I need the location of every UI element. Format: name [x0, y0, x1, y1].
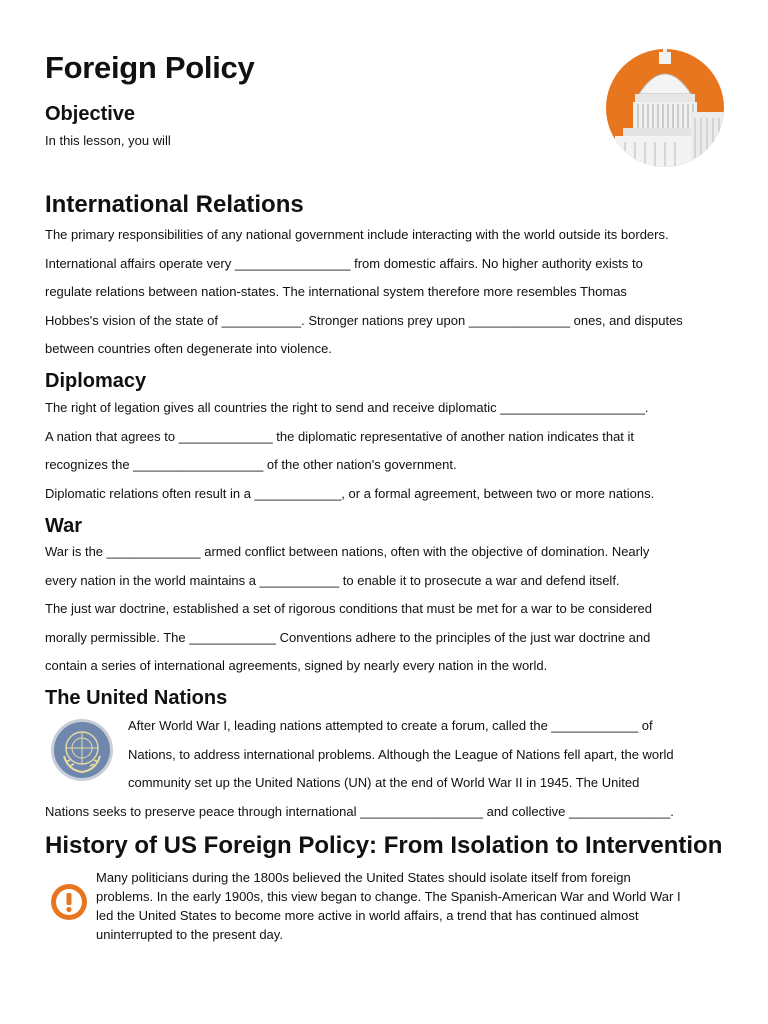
- text-line: every nation in the world maintains a ___________ to enable it to prosecute a war and defend itself.: [45, 572, 620, 588]
- text-line: Diplomatic relations often result in a ____________, or a formal agreement, between two or more nations.: [45, 485, 655, 501]
- text-line: A nation that agrees to _____________ the diplomatic representative of another nation indicates that it: [45, 428, 635, 444]
- section-heading-international-relations: International Relations: [45, 191, 304, 218]
- capitol-dome-icon: [605, 48, 725, 168]
- text-line: community set up the United Nations (UN) at the end of World War II in 1945. The United: [128, 775, 640, 790]
- text-line: recognizes the __________________ of the other nation's government.: [45, 457, 457, 472]
- section-heading-history: History of US Foreign Policy: From Isolation to Intervention: [45, 832, 723, 859]
- text-line: War is the _____________ armed conflict between nations, often with the objective of domination. Nearly: [45, 544, 650, 559]
- text-line: contain a series of international agreements, signed by nearly every nation in the world.: [45, 658, 548, 673]
- text-line: Hobbes's vision of the state of ___________. Stronger nations prey upon ______________ ones, and disputes: [45, 312, 683, 328]
- alert-icon: [50, 883, 88, 921]
- international-relations-text: [45, 221, 735, 364]
- text-line: uninterrupted to the present day.: [96, 927, 283, 942]
- text-line: The primary responsibilities of any national government include interacting with the world outside its borders.: [45, 227, 669, 242]
- war-text: [45, 538, 735, 681]
- text-line: Nations, to address international problems. Although the League of Nations fell apart, the world: [128, 746, 674, 762]
- diplomacy-text: [45, 394, 735, 507]
- text-line: morally permissible. The ____________ Conventions adhere to the principles of the just war doctrine and: [45, 629, 651, 645]
- section-heading-diplomacy: Diplomacy: [45, 370, 147, 392]
- objective-text: In this lesson, you will: [45, 133, 171, 148]
- text-line: After World War I, leading nations attempted to create a forum, called the ____________ of: [128, 718, 653, 733]
- united-nations-text: [45, 712, 735, 826]
- text-line: Nations seeks to preserve peace through international _________________ and collective ______________.: [45, 803, 674, 819]
- section-heading-war: War: [45, 515, 83, 537]
- history-text: [96, 868, 736, 944]
- text-line: Many politicians during the 1800s believed the United States should isolate itself from foreign: [96, 870, 631, 885]
- text-line: between countries often degenerate into violence.: [45, 341, 332, 356]
- text-line: The right of legation gives all countries the right to send and receive diplomatic ____________________.: [45, 400, 649, 415]
- text-line: International affairs operate very ________________ from domestic affairs. No higher authority exists to: [45, 255, 643, 271]
- page-title: Foreign Policy: [45, 50, 255, 85]
- section-heading-united-nations: The United Nations: [45, 687, 228, 709]
- text-line: regulate relations between nation-states. The international system therefore more resembles Thomas: [45, 284, 627, 299]
- text-line: The just war doctrine, established a set of rigorous conditions that must be met for a war to be considered: [45, 601, 652, 616]
- objective-heading: Objective: [45, 103, 136, 125]
- text-line: led the United States to become more active in world affairs, a trend that has continued almost: [96, 908, 639, 923]
- text-line: problems. In the early 1900s, this view began to change. The Spanish-American War and World War I: [96, 889, 681, 904]
